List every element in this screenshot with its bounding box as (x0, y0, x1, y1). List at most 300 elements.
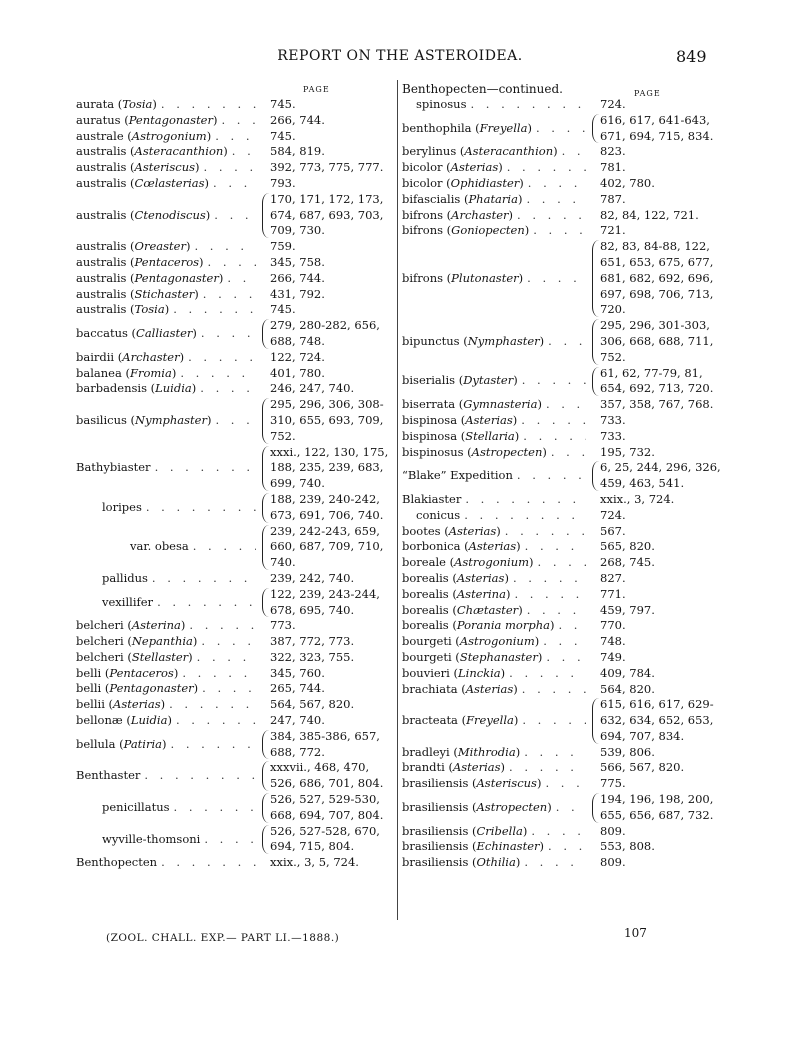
entry-name: bellii (Asterias) (76, 697, 166, 712)
entry-heading (76, 160, 260, 176)
entry-pages (592, 492, 674, 508)
page-refs-line: xxxi., 122, 130, 175, (270, 444, 389, 459)
entry-name: australis (Oreaster) (76, 239, 191, 254)
page-refs-line: 564, 567, 820. (270, 697, 355, 712)
page-refs-line: 345, 760. (270, 665, 325, 680)
entry-heading (402, 97, 590, 113)
page-refs-line: 674, 687, 693, 703, (270, 207, 384, 222)
index-entry (76, 97, 392, 113)
page-refs-line: 673, 691, 706, 740. (270, 507, 384, 522)
entry-name: berylinus (Asteracanthion) (402, 144, 558, 159)
page-refs-line: 61, 62, 77-79, 81, (600, 365, 703, 380)
entry-name: belcheri (Asterina) (76, 618, 186, 633)
entry-pages (592, 160, 626, 176)
leader-dots (222, 113, 257, 129)
leader-dots (464, 508, 586, 524)
entry-name: Benthaster (76, 768, 141, 783)
entry-heading (76, 302, 260, 318)
entry-pages (262, 681, 325, 697)
entry-heading (76, 366, 260, 382)
leader-dots (546, 650, 586, 666)
leader-dots (556, 800, 586, 816)
index-entry (402, 697, 718, 744)
index-entry (76, 681, 392, 697)
entry-heading (402, 713, 590, 729)
entry-heading (76, 539, 260, 555)
page-refs-line: 188, 239, 240-242, (270, 491, 380, 506)
entry-name: australis (Pentagonaster) (76, 270, 224, 285)
page-refs-line: 306, 668, 688, 711, (600, 333, 714, 348)
index-entry (402, 666, 718, 682)
entry-pages (592, 208, 699, 224)
index-entry (76, 760, 392, 792)
leader-dots (194, 239, 256, 255)
leader-dots (548, 334, 586, 350)
page-refs-line: 584, 819. (270, 144, 325, 159)
page-refs-line: 709, 730. (270, 223, 325, 238)
entry-name: australis (Ctenodiscus) (76, 207, 211, 222)
entry-pages (592, 223, 626, 239)
entry-pages (262, 287, 325, 303)
page-footer (0, 926, 800, 952)
entry-pages (592, 855, 626, 871)
page-refs-line: 188, 235, 239, 683, (270, 460, 384, 475)
entry-heading (76, 650, 260, 666)
entry-heading (402, 776, 590, 792)
index-entry (76, 176, 392, 192)
entry-pages (592, 97, 626, 113)
entry-heading (402, 192, 590, 208)
entry-pages (592, 618, 626, 634)
running-title: REPORT ON THE ASTEROIDEA. (277, 48, 523, 64)
entry-pages (262, 760, 383, 792)
entry-name: bipunctus (Nymphaster) (402, 333, 545, 348)
entry-pages (592, 697, 714, 744)
entry-name: borealis (Porania morpha) (402, 618, 555, 633)
index-entry (76, 492, 392, 524)
page-refs-line: 345, 758. (270, 254, 325, 269)
page-refs-line: 787. (600, 191, 626, 206)
entry-name: biserrata (Gymnasteria) (402, 397, 542, 412)
page-refs-line: xxix., 3, 5, 724. (270, 855, 359, 870)
entry-name: “Blake” Expedition (402, 468, 513, 483)
entry-name: loripes (102, 499, 142, 514)
index-entry (402, 634, 718, 650)
entry-heading (76, 634, 260, 650)
page-refs-line: 724. (600, 507, 626, 522)
entry-pages (262, 855, 359, 871)
entry-name: bourgeti (Stephanaster) (402, 649, 543, 664)
leader-dots (155, 460, 256, 476)
entry-pages (262, 492, 383, 524)
index-entry (76, 445, 392, 492)
entry-heading (76, 239, 260, 255)
index-entry (76, 160, 392, 176)
page-header (0, 48, 800, 68)
index-entry (76, 713, 392, 729)
page-refs-line: 720. (600, 302, 626, 317)
leader-dots (509, 760, 586, 776)
page-refs-line: 279, 280-282, 656, (270, 318, 380, 333)
entry-name: balanea (Fromia) (76, 365, 177, 380)
entry-pages (592, 508, 626, 524)
index-entry (402, 855, 718, 871)
page-refs-line: 827. (600, 570, 626, 585)
leader-dots (144, 768, 256, 784)
entry-name: aurata (Tosia) (76, 97, 157, 111)
entry-pages (262, 350, 325, 366)
entry-heading (76, 666, 260, 682)
page-refs-line: 759. (270, 239, 296, 254)
page-refs-line: 809. (600, 823, 626, 838)
entry-heading (402, 839, 590, 855)
index-entry (76, 792, 392, 824)
leader-dots (161, 97, 256, 113)
index-entry (402, 429, 718, 445)
page-refs-line: 752. (270, 428, 296, 443)
entry-name: belli (Pentaceros) (76, 665, 179, 680)
page-refs-line: 266, 744. (270, 112, 325, 127)
leader-dots (517, 468, 586, 484)
entry-name: brasiliensis (Asteriscus) (402, 776, 542, 791)
entry-name: wyville-thomsoni (102, 831, 201, 846)
index-entry (76, 113, 392, 129)
leader-dots (522, 713, 586, 729)
entry-pages (262, 97, 296, 113)
entry-pages (262, 587, 380, 619)
entry-heading (76, 255, 260, 271)
entry-heading (402, 176, 590, 192)
page-refs-line: 459, 463, 541. (600, 476, 685, 491)
leader-dots (509, 666, 586, 682)
entry-pages (592, 176, 655, 192)
page-refs-line: 122, 239, 243-244, (270, 586, 380, 601)
leader-dots (524, 855, 586, 871)
entry-heading (76, 855, 260, 871)
page-refs-line: 775. (600, 776, 626, 791)
entry-pages (262, 792, 383, 824)
entry-name: bourgeti (Astrogonium) (402, 634, 540, 649)
entry-name: bispinosa (Asterias) (402, 412, 518, 427)
entry-pages (262, 192, 383, 239)
entry-name: belcheri (Stellaster) (76, 649, 193, 664)
leader-dots (201, 634, 256, 650)
index-entry (402, 587, 718, 603)
index-entry (402, 144, 718, 160)
index-entry (402, 113, 718, 145)
signature-mark: 107 (624, 926, 647, 940)
entry-pages (592, 603, 655, 619)
page-refs-line: 526, 686, 701, 804. (270, 776, 384, 791)
entry-name: barbadensis (Luidia) (76, 381, 197, 396)
entry-heading (402, 745, 590, 761)
page-refs-line: 671, 694, 715, 834. (600, 128, 714, 143)
index-entry (402, 618, 718, 634)
entry-heading (402, 208, 590, 224)
index-entry (76, 397, 392, 444)
entry-name: bellonæ (Luidia) (76, 713, 172, 728)
entry-heading (402, 603, 590, 619)
leader-dots (526, 192, 586, 208)
entry-name: biserialis (Dytaster) (402, 373, 518, 388)
entry-pages (262, 366, 325, 382)
entry-pages (592, 760, 684, 776)
leader-dots (558, 618, 586, 634)
entry-name: bicolor (Asterias) (402, 160, 503, 175)
index-entry (402, 160, 718, 176)
leader-dots (232, 144, 256, 160)
leader-dots (521, 413, 586, 429)
leader-dots (546, 397, 586, 413)
page-refs-line: 431, 792. (270, 286, 325, 301)
entry-heading (76, 595, 260, 611)
index-entry (402, 824, 718, 840)
page-refs-line: 295, 296, 306, 308- (270, 397, 384, 412)
entry-heading (402, 555, 590, 571)
page-refs-line: 239, 242, 740. (270, 570, 355, 585)
page-refs-line: 239, 242-243, 659, (270, 523, 380, 538)
index-entry (402, 603, 718, 619)
entry-heading (402, 587, 590, 603)
index-entry (402, 97, 718, 113)
entry-pages (592, 460, 721, 492)
entry-pages (592, 239, 713, 318)
leader-dots (531, 824, 586, 840)
entry-pages (592, 366, 713, 398)
index-entry (402, 239, 718, 318)
index-entry (402, 792, 718, 824)
entry-name: pallidus (102, 570, 148, 585)
index-entry (402, 524, 718, 540)
entry-pages (592, 113, 713, 145)
entry-heading (402, 800, 590, 816)
page-refs-line: 740. (270, 555, 296, 570)
page-refs-line: 745. (270, 97, 296, 111)
leader-dots (543, 634, 586, 650)
leader-dots (548, 839, 586, 855)
entry-heading (76, 413, 260, 429)
page-refs-line: 745. (270, 128, 296, 143)
index-entry (76, 350, 392, 366)
entry-heading (76, 768, 260, 784)
entry-name: belli (Pentagonaster) (76, 681, 199, 696)
leader-dots (525, 539, 586, 555)
index-entry (76, 255, 392, 271)
index-entry (76, 634, 392, 650)
entry-pages (262, 666, 325, 682)
page-column-label: PAGE (303, 85, 330, 94)
entry-pages (592, 571, 626, 587)
leader-dots (536, 121, 586, 137)
entry-heading (402, 429, 590, 445)
index-entry (402, 460, 721, 492)
page-refs-line: 247, 740. (270, 713, 325, 728)
entry-pages (592, 524, 626, 540)
entry-name: australis (Tosia) (76, 302, 170, 317)
page-refs-line: 565, 820. (600, 539, 655, 554)
entry-pages (262, 571, 354, 587)
entry-name: Benthopecten (76, 855, 158, 870)
page-refs-line: 82, 83, 84-88, 122, (600, 239, 710, 254)
entry-pages (592, 650, 626, 666)
index-entries (402, 97, 721, 871)
entry-name: brasiliensis (Othilia) (402, 855, 521, 870)
leader-dots (197, 650, 256, 666)
entry-name: australis (Stichaster) (76, 286, 199, 301)
index-entry (402, 745, 718, 761)
index-entries (76, 97, 392, 871)
entry-pages (592, 682, 655, 698)
entry-name: bifrons (Archaster) (402, 207, 514, 222)
entry-name: spinosus (416, 97, 467, 111)
leader-dots (193, 539, 256, 555)
index-entry (402, 650, 718, 666)
entry-heading (402, 634, 590, 650)
entry-pages (592, 192, 626, 208)
entry-name: penicillatus (102, 799, 170, 814)
entry-name: bouvieri (Linckia) (402, 665, 506, 680)
index-entry (402, 223, 718, 239)
entry-name: auratus (Pentagonaster) (76, 112, 218, 127)
index-entry (402, 571, 718, 587)
page-refs-line: 295, 296, 301-303, (600, 318, 710, 333)
leader-dots (465, 492, 586, 508)
entry-name: Bathybiaster (76, 460, 151, 475)
entry-pages (262, 302, 296, 318)
index-entry (76, 366, 392, 382)
page-refs-line: 402, 780. (600, 175, 655, 190)
entry-pages (592, 792, 713, 824)
index-entry (402, 555, 718, 571)
leader-dots (215, 129, 256, 145)
page-refs-line: 194, 196, 198, 200, (600, 792, 714, 807)
index-entry (402, 208, 718, 224)
entry-heading (402, 682, 590, 698)
index-column-left (76, 82, 392, 871)
index-entry (402, 397, 718, 413)
entry-pages (262, 176, 296, 192)
page-refs-line: 697, 698, 706, 713, (600, 286, 714, 301)
leader-dots (213, 176, 256, 192)
entry-heading (402, 160, 590, 176)
index-entry (402, 682, 718, 698)
entry-heading (402, 397, 590, 413)
entry-name: borealis (Chætaster) (402, 602, 523, 617)
entry-name: borealis (Asterias) (402, 570, 509, 585)
page-refs-line: 409, 784. (600, 665, 655, 680)
index-entry (76, 587, 392, 619)
entry-name: bairdii (Archaster) (76, 349, 185, 364)
entry-heading (76, 571, 260, 587)
page-column-label: PAGE (634, 89, 661, 98)
page-refs-line: 401, 780. (270, 365, 325, 380)
entry-pages (592, 539, 655, 555)
entry-pages (592, 555, 655, 571)
entry-heading (402, 445, 590, 461)
leader-dots (522, 682, 586, 698)
entry-name: baccatus (Calliaster) (76, 326, 197, 341)
page-refs-line: 781. (600, 160, 626, 175)
entry-heading (76, 697, 260, 713)
page-refs-line: 526, 527-528, 670, (270, 823, 380, 838)
entry-pages (262, 255, 325, 271)
leader-dots (204, 832, 256, 848)
index-entry (402, 776, 718, 792)
index-entry (402, 192, 718, 208)
index-entry (402, 176, 718, 192)
entry-pages (592, 634, 626, 650)
entry-name: bootes (Asterias) (402, 523, 501, 538)
entry-pages (262, 160, 383, 176)
entry-heading (76, 144, 260, 160)
entry-heading (402, 524, 590, 540)
entry-heading (76, 681, 260, 697)
entry-pages (262, 524, 383, 571)
index-entry (402, 318, 718, 365)
page-refs-line: 668, 694, 707, 804. (270, 807, 384, 822)
entry-pages (262, 650, 354, 666)
continued-heading: Benthopecten—continued. (402, 82, 563, 96)
entry-heading (76, 460, 260, 476)
page-refs-line: 170, 171, 172, 173, (270, 191, 384, 206)
entry-name: bellula (Patiria) (76, 736, 167, 751)
page-refs-line: 632, 634, 652, 653, (600, 713, 714, 728)
entry-heading (76, 113, 260, 129)
index-entry (402, 413, 718, 429)
entry-pages (262, 634, 354, 650)
leader-dots (527, 271, 586, 287)
leader-dots (551, 445, 586, 461)
leader-dots (173, 302, 256, 318)
entry-pages (592, 666, 655, 682)
entry-heading (76, 800, 260, 816)
entry-pages (262, 713, 325, 729)
index-entry (76, 697, 392, 713)
entry-name: brasiliensis (Echinaster) (402, 839, 545, 854)
entry-name: australe (Astrogonium) (76, 128, 212, 143)
leader-dots (524, 745, 586, 761)
entry-heading (402, 539, 590, 555)
entry-pages (262, 697, 354, 713)
index-entry (76, 650, 392, 666)
entry-heading (76, 176, 260, 192)
page-refs-line: 749. (600, 649, 626, 664)
entry-heading (402, 618, 590, 634)
page-refs-line: 392, 773, 775, 777. (270, 160, 384, 175)
entry-heading (402, 144, 590, 160)
entry-pages (592, 587, 626, 603)
index-entry (76, 618, 392, 634)
page-refs-line: 567. (600, 523, 626, 538)
page-refs-line: 616, 617, 641-643, (600, 112, 710, 127)
leader-dots (517, 208, 586, 224)
entry-heading (76, 287, 260, 303)
page-number: 849 (676, 47, 707, 66)
entry-pages (262, 239, 296, 255)
entry-pages (262, 129, 296, 145)
entry-name: brachiata (Asterias) (402, 681, 518, 696)
page-refs-line: 745. (270, 302, 296, 317)
entry-name: conicus (416, 507, 461, 522)
leader-dots (202, 681, 256, 697)
entry-pages (262, 397, 384, 444)
entry-name: bicolor (Ophidiaster) (402, 175, 524, 190)
leader-dots (189, 618, 256, 634)
leader-dots (507, 160, 586, 176)
page-refs-line: 770. (600, 618, 626, 633)
index-entry (76, 855, 392, 871)
entry-name: bradleyi (Mithrodia) (402, 744, 521, 759)
